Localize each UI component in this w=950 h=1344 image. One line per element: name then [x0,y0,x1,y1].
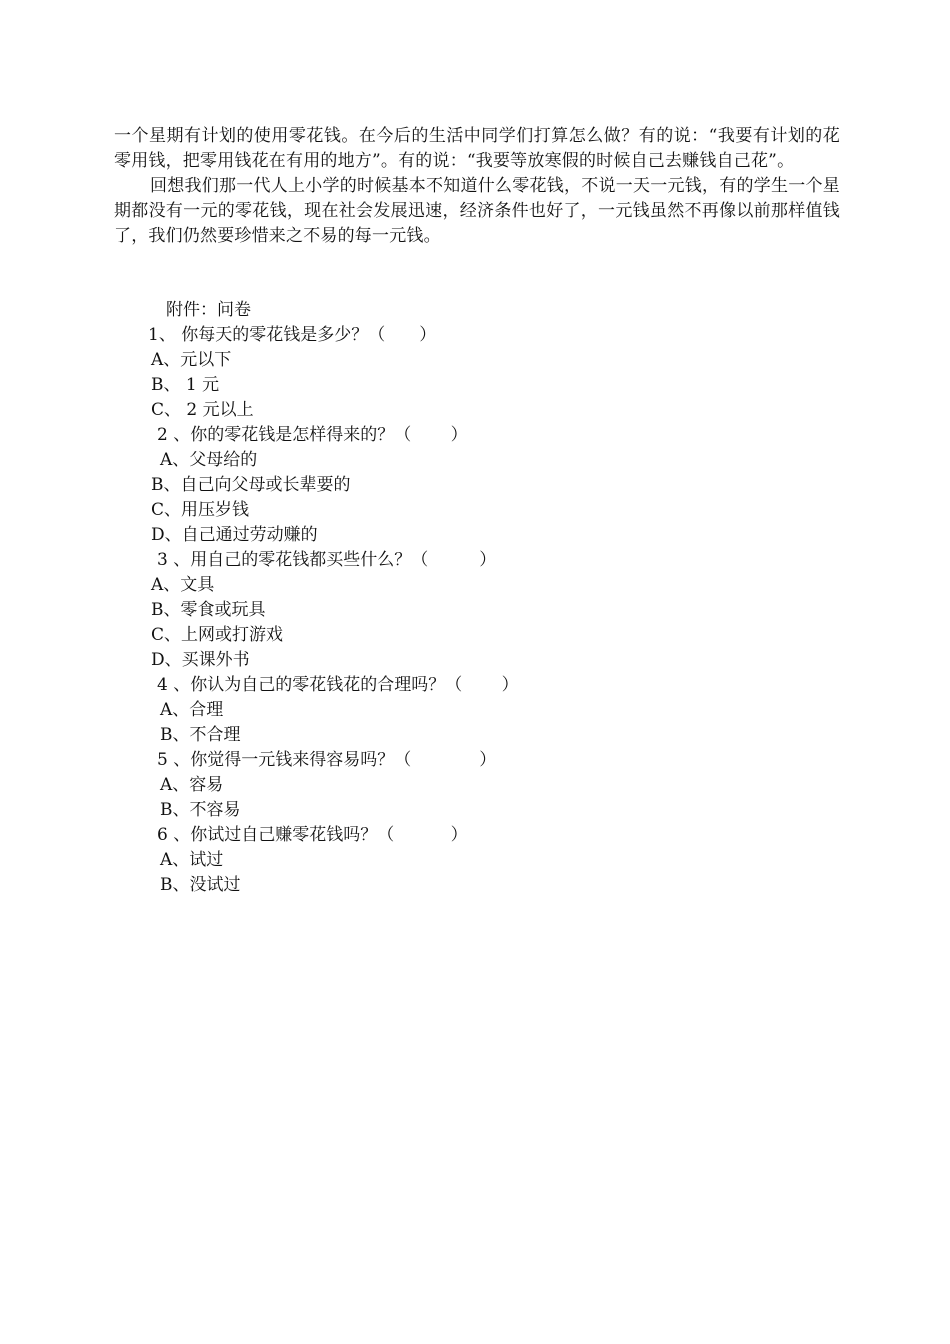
option: D、买课外书 [151,650,250,670]
option: B、不容易 [160,800,241,820]
paragraph: 一个星期有计划的使用零花钱。在今后的生活中同学们打算怎么做？有的说：“我要有计划的花零用钱，把零用钱花在有用的地方”。有的说：“我要等放寒假的时候自己去赚钱自己花”。 [114,126,840,171]
option: D、自己通过劳动赚的 [151,525,318,545]
option: C、 2 元以上 [151,400,254,420]
question-2: 2 、你的零花钱是怎样得来的？（ ） [157,425,468,445]
option: A、元以下 [151,350,232,370]
option: B、 1 元 [151,375,220,395]
option: B、没试过 [160,875,241,895]
paragraph: 回想我们那一代人上小学的时候基本不知道什么零花钱，不说一天一元钱，有的学生一个星期都没有一元的零花钱，现在社会发展迅速，经济条件也好了，一元钱虽然不再像以前那样值钱了，我们仍然要珍惜来之不易的每一元钱。 [114,176,840,246]
question-4: 4 、你认为自己的零花钱花的合理吗？（ ） [157,675,519,695]
option: A、父母给的 [160,450,258,470]
option: B、自己向父母或长辈要的 [151,475,351,495]
option: C、上网或打游戏 [151,625,284,645]
option: B、零食或玩具 [151,600,266,620]
option: A、合理 [160,700,224,720]
option: A、容易 [160,775,224,795]
body-text [114,124,840,249]
question-3: 3 、用自己的零花钱都买些什么？（ ） [157,550,497,570]
option: B、不合理 [160,725,241,745]
survey-heading: 附件：问卷 [166,300,251,320]
option: A、试过 [160,850,224,870]
option: A、文具 [151,575,215,595]
question-6: 6 、你试过自己赚零花钱吗？（ ） [157,825,468,845]
question-1: 1、 你每天的零花钱是多少？（ ） [148,325,437,345]
option: C、用压岁钱 [151,500,250,520]
question-5: 5 、你觉得一元钱来得容易吗？（ ） [157,750,497,770]
